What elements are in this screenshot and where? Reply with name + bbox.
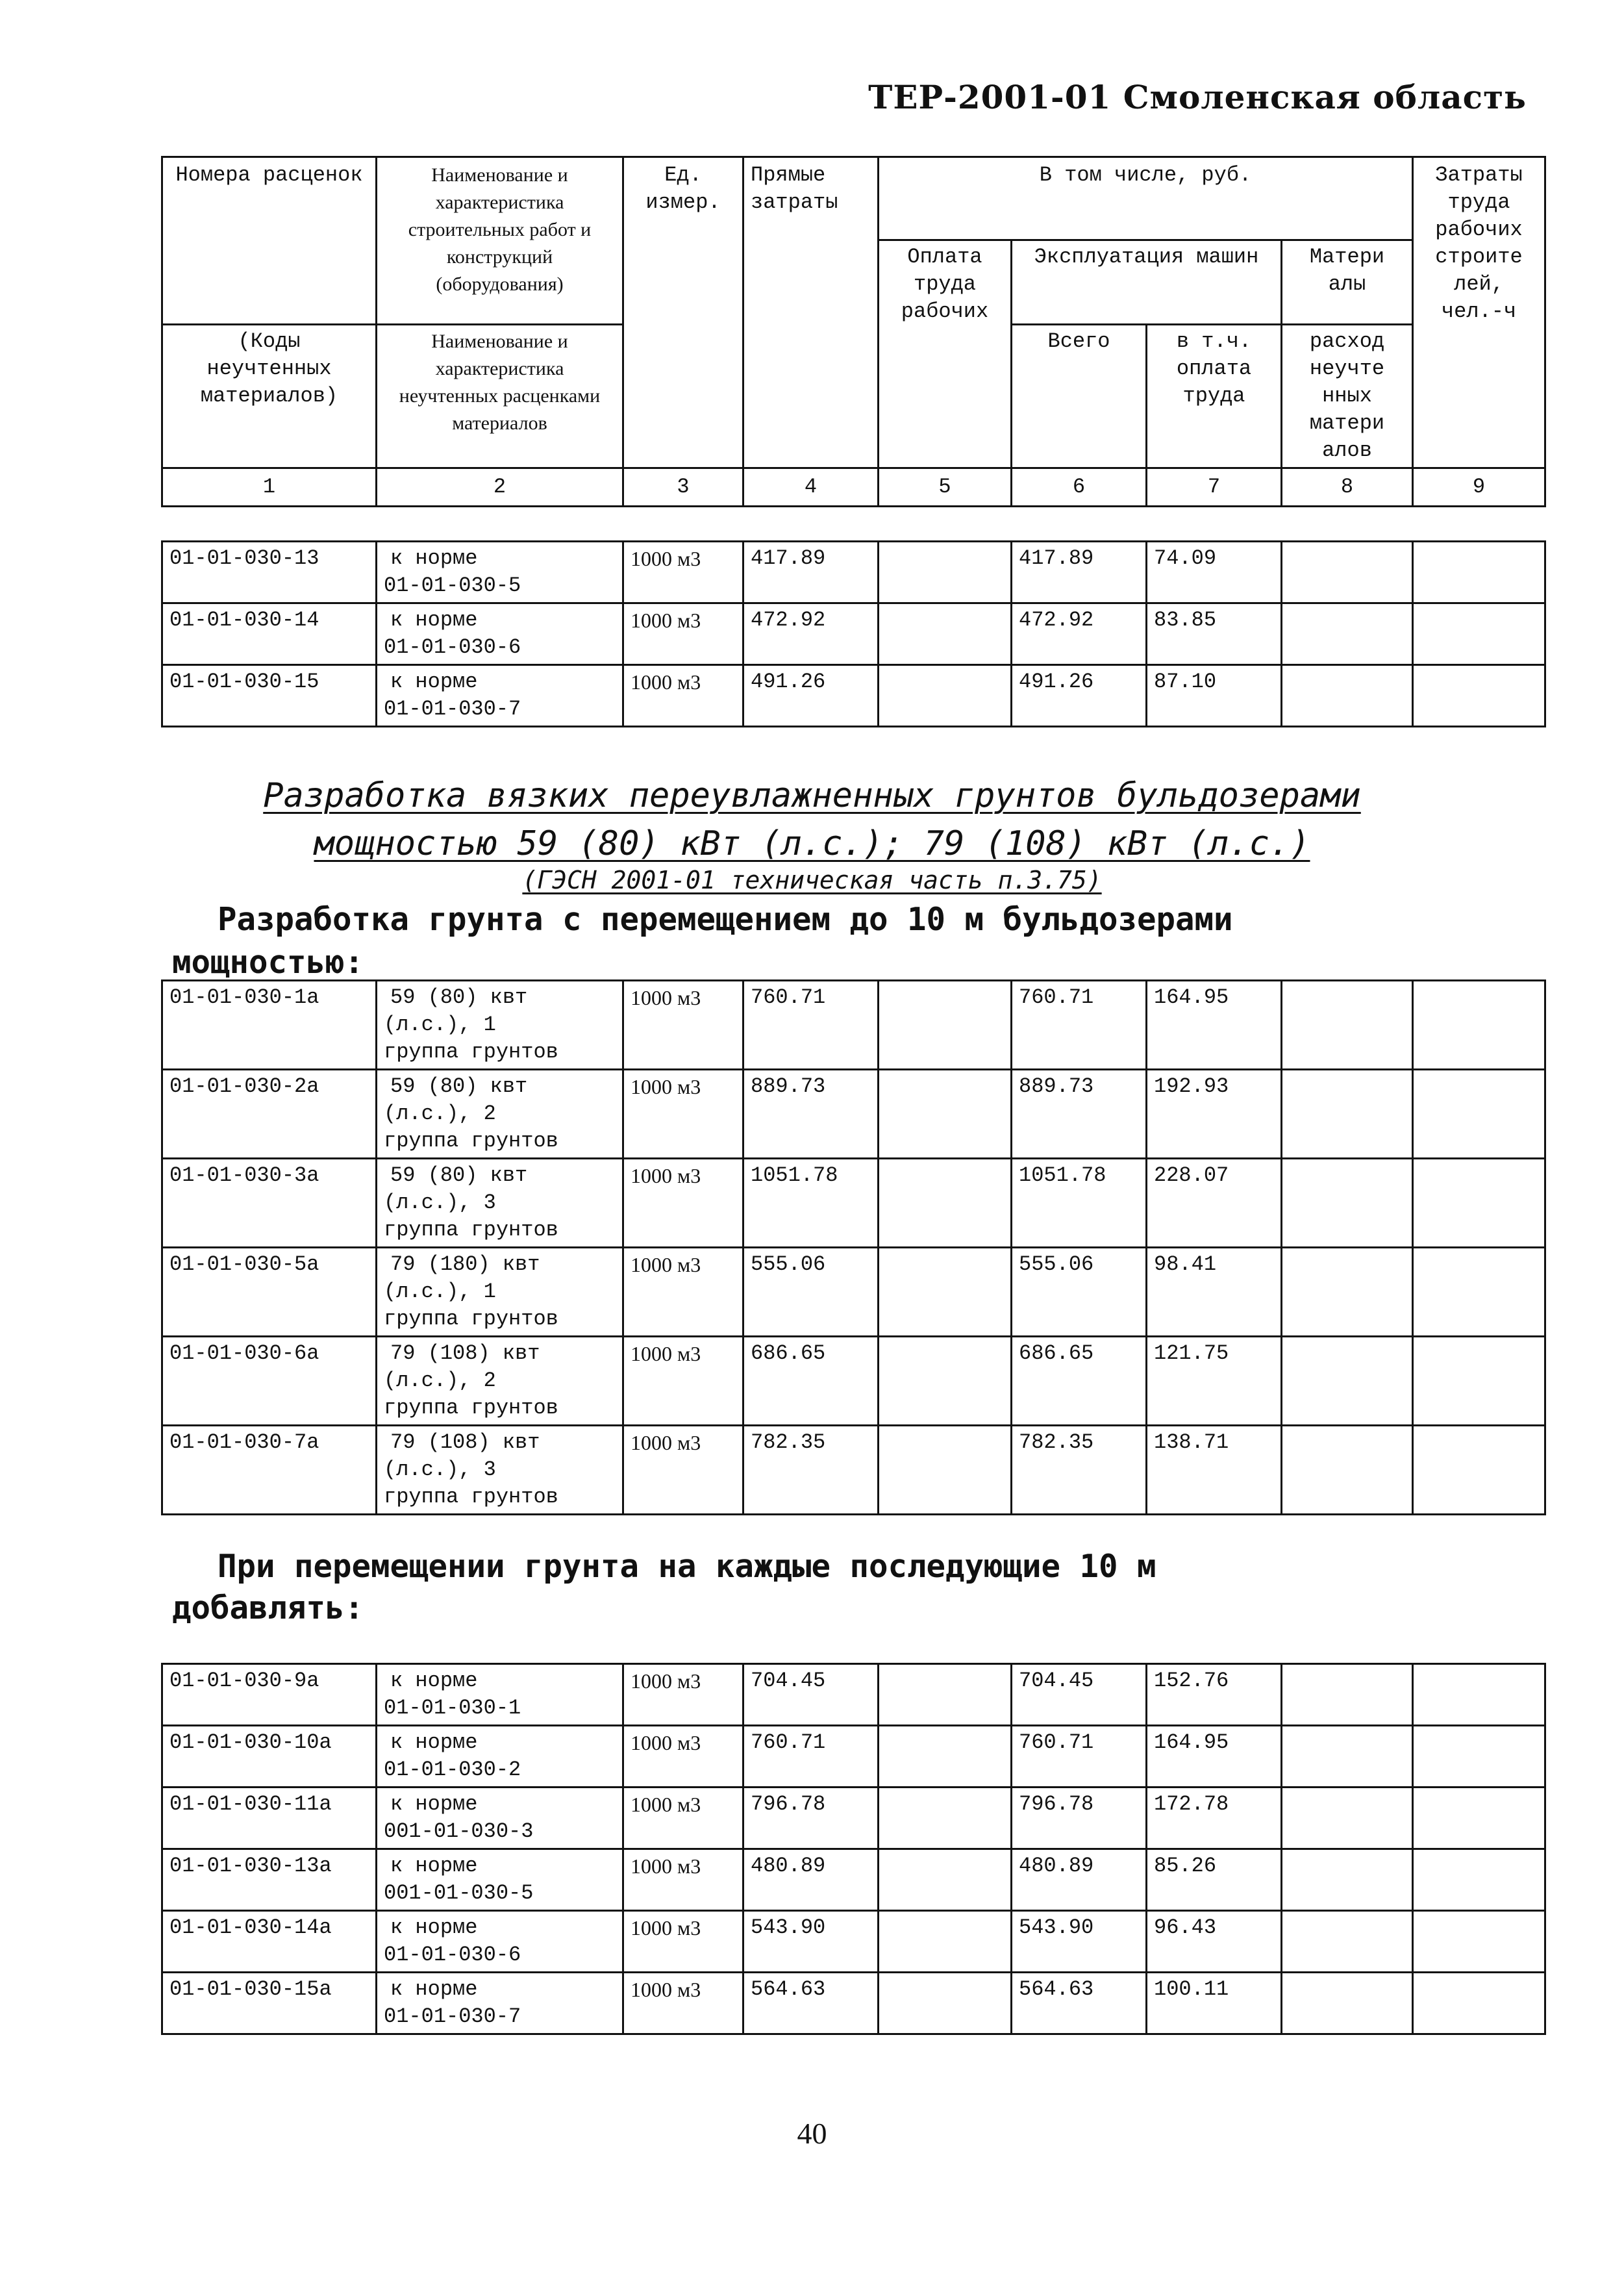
table-row (162, 1664, 1545, 1726)
work-name-line: (л.с.), 3 (384, 1458, 496, 1482)
cell-direct-costs: 564.63 (743, 1973, 879, 2034)
cell-materials (1282, 1070, 1413, 1159)
cell-unit: 1000 м3 (623, 1248, 743, 1337)
work-name-line: 79 (108) квт (390, 1341, 540, 1365)
cell-machines-total: 543.90 (1012, 1911, 1147, 1973)
subheading-2: При перемещении грунта на каждые последующие 10 м (218, 1548, 1156, 1585)
work-name-line: к норме (390, 670, 478, 694)
work-name-line: 79 (108) квт (390, 1430, 540, 1454)
cell-materials (1282, 1248, 1413, 1337)
cell-unit: 1000 м3 (623, 603, 743, 665)
page-number: 40 (797, 2117, 827, 2150)
cell-machines-labor: 172.78 (1147, 1788, 1282, 1849)
cell-unit: 1000 м3 (623, 981, 743, 1070)
work-name-line: (л.с.), 3 (384, 1191, 496, 1215)
document-header: ТЕР-2001-01 Смоленская область (868, 78, 1527, 116)
cell-rate-code: 01-01-030-14а (162, 1911, 377, 1973)
header-col1-bottom: (Коды неучтенных материалов) (162, 325, 377, 468)
header-col9: Затраты труда рабочих строите лей, чел.-ч (1413, 157, 1545, 468)
work-name-line: 01-01-030-6 (384, 635, 521, 659)
header-col2-top: Наименование и характеристика строительных работ и конструкций (оборудования) (377, 157, 623, 325)
cell-direct-costs: 686.65 (743, 1337, 879, 1426)
cell-machines-labor: 100.11 (1147, 1973, 1282, 2034)
work-name-line: к норме (390, 1915, 478, 1940)
work-name-line: 01-01-030-7 (384, 697, 521, 721)
work-name-line: 59 (80) квт (390, 985, 528, 1009)
cell-machines-total: 472.92 (1012, 603, 1147, 665)
cell-machines-total: 1051.78 (1012, 1159, 1147, 1248)
work-name-line: 01-01-030-6 (384, 1943, 521, 1967)
cell-labor-pay (879, 1248, 1012, 1337)
work-name-line: 01-01-030-7 (384, 2004, 521, 2028)
table-row (162, 1911, 1545, 1973)
subheading-1-cont: мощностью: (172, 944, 364, 981)
cell-machines-labor: 98.41 (1147, 1248, 1282, 1337)
cell-rate-code: 01-01-030-7а (162, 1426, 377, 1515)
cell-machines-total: 760.71 (1012, 1726, 1147, 1788)
work-name-line: 001-01-030-5 (384, 1881, 534, 1905)
cell-work-name (377, 1426, 623, 1515)
work-name-line: к норме (390, 1977, 478, 2001)
cell-machines-total: 555.06 (1012, 1248, 1147, 1337)
cell-unit: 1000 м3 (623, 1849, 743, 1911)
table-row (162, 981, 1545, 1070)
cell-labor-hours (1413, 1426, 1545, 1515)
cell-work-name (377, 665, 623, 727)
cell-work-name (377, 542, 623, 603)
cell-direct-costs: 796.78 (743, 1788, 879, 1849)
col-number: 9 (1413, 468, 1545, 507)
work-name-line: группа грунтов (384, 1040, 558, 1064)
cell-materials (1282, 1159, 1413, 1248)
work-name-line: 01-01-030-2 (384, 1758, 521, 1782)
table-header (161, 156, 1546, 507)
cell-work-name (377, 1911, 623, 1973)
cell-work-name (377, 1973, 623, 2034)
cell-labor-pay (879, 1973, 1012, 2034)
header-col5: Оплата труда рабочих (879, 240, 1012, 468)
work-name-line: 01-01-030-1 (384, 1696, 521, 1720)
work-name-line: к норме (390, 608, 478, 632)
cell-machines-labor: 87.10 (1147, 665, 1282, 727)
section-title-line2: мощностью 59 (80) кВт (л.с.); 79 (108) кВт (л.с.) (314, 824, 1310, 863)
subheading-1: Разработка грунта с перемещением до 10 м бульдозерами (218, 901, 1233, 938)
cell-labor-pay (879, 1070, 1012, 1159)
cell-rate-code: 01-01-030-13 (162, 542, 377, 603)
table-row (162, 1248, 1545, 1337)
col-number: 2 (377, 468, 623, 507)
work-name-line: 59 (80) квт (390, 1074, 528, 1098)
work-name-line: к норме (390, 1730, 478, 1754)
cell-unit: 1000 м3 (623, 1337, 743, 1426)
cell-materials (1282, 665, 1413, 727)
cell-work-name (377, 1849, 623, 1911)
subheading-2-cont: добавлять: (172, 1589, 364, 1626)
table-row (162, 1973, 1545, 2034)
header-in-total: В том числе, руб. (879, 157, 1413, 240)
work-name-line: группа грунтов (384, 1129, 558, 1153)
cell-machines-labor: 228.07 (1147, 1159, 1282, 1248)
work-name-line: группа грунтов (384, 1307, 558, 1331)
section-title (0, 772, 1624, 868)
cell-labor-hours (1413, 1726, 1545, 1788)
cell-unit: 1000 м3 (623, 1664, 743, 1726)
cell-machines-total: 686.65 (1012, 1337, 1147, 1426)
cell-rate-code: 01-01-030-1а (162, 981, 377, 1070)
col-number: 8 (1282, 468, 1413, 507)
cell-materials (1282, 1664, 1413, 1726)
cell-machines-total: 417.89 (1012, 542, 1147, 603)
cell-labor-pay (879, 1849, 1012, 1911)
work-name-line: (л.с.), 1 (384, 1280, 496, 1304)
cell-work-name (377, 981, 623, 1070)
work-name-line: 59 (80) квт (390, 1163, 528, 1187)
table-row (162, 665, 1545, 727)
work-name-line: 001-01-030-3 (384, 1819, 534, 1843)
header-col7: в т.ч. оплата труда (1147, 325, 1282, 468)
work-name-line: группа грунтов (384, 1396, 558, 1420)
cell-machines-total: 796.78 (1012, 1788, 1147, 1849)
cell-labor-pay (879, 542, 1012, 603)
cell-machines-labor: 164.95 (1147, 981, 1282, 1070)
cell-unit: 1000 м3 (623, 1070, 743, 1159)
cell-materials (1282, 1973, 1413, 2034)
cell-materials (1282, 1911, 1413, 1973)
cell-unit: 1000 м3 (623, 1788, 743, 1849)
cell-unit: 1000 м3 (623, 1911, 743, 1973)
cell-machines-total: 491.26 (1012, 665, 1147, 727)
cell-rate-code: 01-01-030-3а (162, 1159, 377, 1248)
cell-unit: 1000 м3 (623, 1726, 743, 1788)
cell-unit: 1000 м3 (623, 1426, 743, 1515)
cell-rate-code: 01-01-030-15а (162, 1973, 377, 2034)
table-row (162, 1788, 1545, 1849)
cell-rate-code: 01-01-030-14 (162, 603, 377, 665)
cell-direct-costs: 704.45 (743, 1664, 879, 1726)
cell-direct-costs: 543.90 (743, 1911, 879, 1973)
cell-labor-pay (879, 1911, 1012, 1973)
cell-work-name (377, 1664, 623, 1726)
cell-materials (1282, 1426, 1413, 1515)
cell-work-name (377, 1248, 623, 1337)
cell-materials (1282, 981, 1413, 1070)
cell-materials (1282, 542, 1413, 603)
cell-machines-labor: 83.85 (1147, 603, 1282, 665)
cell-direct-costs: 417.89 (743, 542, 879, 603)
cell-unit: 1000 м3 (623, 1973, 743, 2034)
cell-work-name (377, 1788, 623, 1849)
cell-labor-hours (1413, 1070, 1545, 1159)
table-row (162, 1726, 1545, 1788)
cell-machines-total: 760.71 (1012, 981, 1147, 1070)
work-name-line: группа грунтов (384, 1218, 558, 1242)
cell-machines-labor: 96.43 (1147, 1911, 1282, 1973)
cell-direct-costs: 480.89 (743, 1849, 879, 1911)
work-name-line: группа грунтов (384, 1485, 558, 1509)
cell-unit: 1000 м3 (623, 542, 743, 603)
cell-machines-total: 564.63 (1012, 1973, 1147, 2034)
cell-machines-labor: 138.71 (1147, 1426, 1282, 1515)
cell-direct-costs: 760.71 (743, 1726, 879, 1788)
header-col4: Прямые затраты (743, 157, 879, 468)
cell-labor-pay (879, 603, 1012, 665)
cell-work-name (377, 1726, 623, 1788)
cell-labor-hours (1413, 603, 1545, 665)
cell-work-name (377, 1070, 623, 1159)
cell-rate-code: 01-01-030-11а (162, 1788, 377, 1849)
cell-labor-hours (1413, 665, 1545, 727)
cell-work-name (377, 603, 623, 665)
cell-machines-total: 480.89 (1012, 1849, 1147, 1911)
work-name-line: 01-01-030-5 (384, 574, 521, 598)
table-row (162, 1426, 1545, 1515)
section-title-line1: Разработка вязких переувлажненных грунтов бульдозерами (263, 776, 1361, 815)
cell-labor-pay (879, 1726, 1012, 1788)
cell-labor-pay (879, 981, 1012, 1070)
cell-materials (1282, 603, 1413, 665)
table-row (162, 603, 1545, 665)
cell-rate-code: 01-01-030-9а (162, 1664, 377, 1726)
table-row (162, 1070, 1545, 1159)
cell-machines-total: 889.73 (1012, 1070, 1147, 1159)
col-number: 4 (743, 468, 879, 507)
cell-rate-code: 01-01-030-2а (162, 1070, 377, 1159)
cell-labor-hours (1413, 1664, 1545, 1726)
cell-rate-code: 01-01-030-13а (162, 1849, 377, 1911)
cell-unit: 1000 м3 (623, 1159, 743, 1248)
cell-labor-hours (1413, 1337, 1545, 1426)
cell-labor-hours (1413, 981, 1545, 1070)
cell-direct-costs: 472.92 (743, 603, 879, 665)
work-name-line: (л.с.), 2 (384, 1102, 496, 1126)
cell-labor-pay (879, 1159, 1012, 1248)
col-number: 3 (623, 468, 743, 507)
table-row (162, 1849, 1545, 1911)
cell-rate-code: 01-01-030-15 (162, 665, 377, 727)
rates-table-a (161, 540, 1546, 727)
work-name-line: к норме (390, 1854, 478, 1878)
cell-machines-labor: 164.95 (1147, 1726, 1282, 1788)
cell-machines-labor: 74.09 (1147, 542, 1282, 603)
rates-table-b (161, 979, 1546, 1515)
work-name-line: (л.с.), 1 (384, 1013, 496, 1037)
cell-labor-hours (1413, 542, 1545, 603)
work-name-line: 79 (180) квт (390, 1252, 540, 1276)
cell-machines-labor: 152.76 (1147, 1664, 1282, 1726)
cell-rate-code: 01-01-030-5а (162, 1248, 377, 1337)
cell-materials (1282, 1849, 1413, 1911)
table-row (162, 1159, 1545, 1248)
cell-unit: 1000 м3 (623, 665, 743, 727)
cell-direct-costs: 782.35 (743, 1426, 879, 1515)
cell-materials (1282, 1726, 1413, 1788)
cell-labor-hours (1413, 1159, 1545, 1248)
cell-labor-pay (879, 1788, 1012, 1849)
cell-direct-costs: 491.26 (743, 665, 879, 727)
header-col8-bottom: расход неучте нных матери алов (1282, 325, 1413, 468)
work-name-line: к норме (390, 546, 478, 570)
work-name-line: к норме (390, 1669, 478, 1693)
cell-work-name (377, 1337, 623, 1426)
cell-machines-labor: 85.26 (1147, 1849, 1282, 1911)
cell-rate-code: 01-01-030-10а (162, 1726, 377, 1788)
cell-direct-costs: 760.71 (743, 981, 879, 1070)
rates-table-c (161, 1663, 1546, 2035)
cell-labor-hours (1413, 1973, 1545, 2034)
section-reference-text: (ГЭСН 2001-01 техническая часть п.3.75) (522, 866, 1102, 894)
cell-machines-total: 704.45 (1012, 1664, 1147, 1726)
header-col1-top: Номера расценок (162, 157, 377, 325)
cell-rate-code: 01-01-030-6а (162, 1337, 377, 1426)
col-number: 5 (879, 468, 1012, 507)
cell-direct-costs: 1051.78 (743, 1159, 879, 1248)
cell-labor-pay (879, 665, 1012, 727)
col-number: 1 (162, 468, 377, 507)
section-reference (0, 866, 1624, 894)
col-number: 6 (1012, 468, 1147, 507)
header-col2-bottom: Наименование и характеристика неучтенных расценками материалов (377, 325, 623, 468)
header-col8-top: Матери алы (1282, 240, 1413, 325)
cell-labor-pay (879, 1337, 1012, 1426)
work-name-line: к норме (390, 1792, 478, 1816)
cell-work-name (377, 1159, 623, 1248)
work-name-line: (л.с.), 2 (384, 1369, 496, 1393)
cell-labor-hours (1413, 1248, 1545, 1337)
cell-labor-pay (879, 1664, 1012, 1726)
table-row (162, 1337, 1545, 1426)
cell-machines-total: 782.35 (1012, 1426, 1147, 1515)
cell-direct-costs: 889.73 (743, 1070, 879, 1159)
table-row (162, 542, 1545, 603)
col-number: 7 (1147, 468, 1282, 507)
header-col3: Ед. измер. (623, 157, 743, 468)
cell-materials (1282, 1337, 1413, 1426)
cell-direct-costs: 555.06 (743, 1248, 879, 1337)
cell-materials (1282, 1788, 1413, 1849)
header-col6: Всего (1012, 325, 1147, 468)
cell-machines-labor: 121.75 (1147, 1337, 1282, 1426)
cell-labor-hours (1413, 1911, 1545, 1973)
cell-labor-hours (1413, 1788, 1545, 1849)
header-machines: Эксплуатация машин (1012, 240, 1282, 325)
cell-machines-labor: 192.93 (1147, 1070, 1282, 1159)
cell-labor-pay (879, 1426, 1012, 1515)
cell-labor-hours (1413, 1849, 1545, 1911)
